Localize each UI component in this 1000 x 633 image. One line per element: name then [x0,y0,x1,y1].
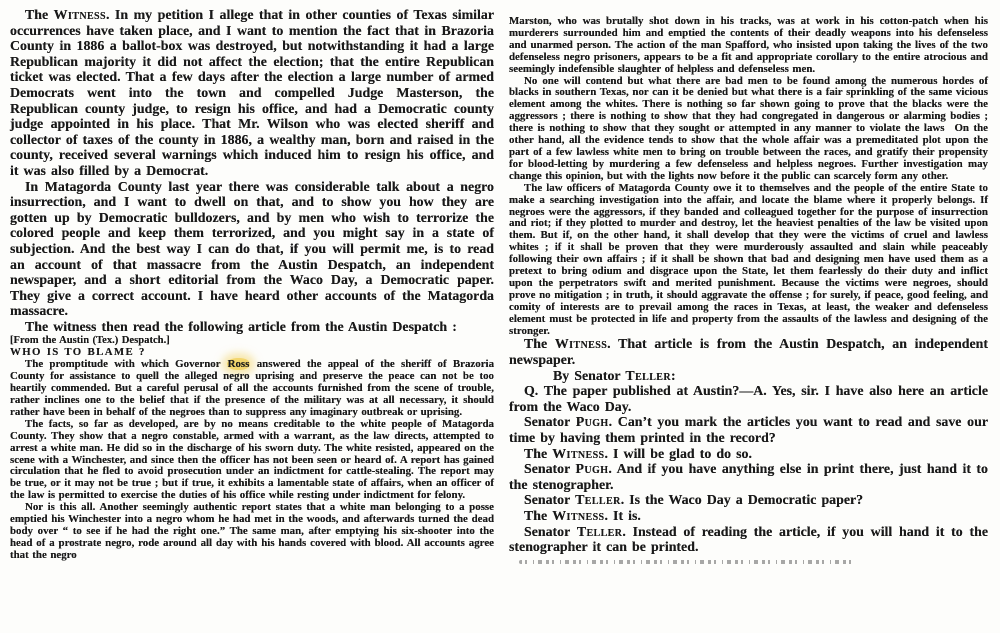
text-run: . Instead of reading the article, if you will hand it to the stenographer it can be printed. [509,524,988,556]
text-run: The [524,446,553,462]
text-run: [From the Austin (Tex.) Despatch.] [10,335,170,347]
text-run: . That article is from the Austin Despatch, an independent newspaper. [509,337,988,369]
text-run: The [25,8,54,23]
text-run: Senator [524,462,576,478]
text-run: . I will be glad to do so. [604,446,752,462]
text-run: . Is the Waco Day a Democratic paper? [620,493,864,509]
article-paragraph [10,359,494,419]
qa-paragraph [509,525,988,556]
speaker-name: Teller [575,493,621,509]
text-run: No one will contend but what there are bad men to be found among the numerous hordes of blacks in southern Texas, nor can it be denied but what there is a fair sprinkling of the same vicious element among the whites. There is nothing so far shown going to prove that the blacks were the aggressors ; there is nothing to show that they had congregated in dangerous or alarming bodies ; there is nothing to show that they sought or attempted in any manner to violate the laws On the other hand, all the evidence tends to show that the whole affair was a premeditated plot upon the part of a few lawless white men to bring on trouble between the races, and gratify their propensity for blood-letting by murdering a few defenseless and helpless negroes. Further investigation may change this opinion, but with the lights now before it the public can scarcely form any other. [509,74,988,182]
text-run: The witness then read the following article from the Austin Despatch : [25,319,457,335]
text-run: The [524,337,555,353]
text-run: . In my petition I allege that in other counties of Texas similar occurrences have taken place, and I want to mention the fact that in Brazoria County in 1886 a ballot-box was destroyed, but notwithstanding it had a large Republican majority it did not affect the election; that the entire Republican ticket was elected. That a few days after the election a large number of armed Democrats went into the town and compelled Judge Masterson, the Republican county judge, to resign his office, and had a Democratic county judge appointed in his place. That Mr. Wilson who was elected sheriff and collector of taxes of the county in 1886, a wealthy man, born and raised in the county, received several warnings which induced him to resign his office, and it was also filled by a Democrat. [10,8,494,179]
testimony-paragraph [509,337,988,368]
article-paragraph [509,16,988,76]
qa-paragraph [509,415,988,446]
text-run: . And if you have anything else in print there, just hand it to the stenographer. [509,462,989,493]
speaker-name: Witness [552,509,605,524]
qa-paragraph [509,493,988,509]
speaker-name: Pugh [575,462,609,478]
search-highlight: Ross [227,358,250,371]
text-run: Q. The paper published at Austin?—A. Yes, sir. I have also here an article from the Waco Day. [509,384,988,415]
text-run: By Senator [553,368,626,384]
text-run: Nor is this all. Another seemingly authentic report states that a white man belonging to a posse emptied his Winchester into a negro whom he had met in the woods, and afterwards turned the dead body over “ to see if he had the right one.” The same man, after emptying his six-shooter into the head of a prostrate negro, rode around all day with his hands covered with blood. All accounts agree that the negro [10,501,494,561]
text-run: The [524,509,553,524]
text-run: : [670,368,676,384]
speaker-name: Teller [576,524,623,540]
text-run: . It is. [604,509,641,524]
article-paragraph [509,76,988,183]
speaker-name: Witness [53,8,106,23]
left-column [10,8,494,633]
cut-off-text-remnant [519,560,854,564]
text-run: Senator [524,493,576,509]
text-run: Senator [524,524,577,540]
speaker-name: Witness [554,337,608,353]
article-paragraph [10,502,494,562]
text-run: WHO IS TO BLAME ? [10,346,146,359]
text-run: The law officers of Matagorda County owe it to themselves and the people of the entire State to make a searching investigation into the affair, and locate the blame where it properly belongs. If negroes were the aggressors, if they banded and colleagued together for the purpose of insurrection and riot; if they plotted to murder and destroy, let the heaviest penalties of the law be visited upon them. But if, on the other hand, it shall develop that they were the victims of cruel and lawless whites ; if it shall be proven that they were murderously assaulted and slain while peaceably following their own affairs ; if it shall be shown that bad and designing men have used them as a pretext to bring odium and disgrace upon the State, let them fearlessly do their duty and inflict upon the perpetrators swift and merited punishment. Because the victims were negroes, should prove no mitigation ; in truth, it should aggravate the offense ; for surely, if peace, good feeling, and comity of interests are to prevail among the races in Texas, at least, the weaker and defenseless element must be protected in life and property from the assaults of the lawless and designing of the stronger. [509,181,988,337]
testimony-paragraph [10,180,494,320]
byline [509,369,988,385]
text-run: . Can’t you mark the articles you want to read and save our time by having them printed in the record? [509,415,988,447]
qa-paragraph [509,462,988,493]
qa-paragraph [509,384,988,415]
text-run: The promptitude with which Governor [25,358,227,371]
speaker-name: Teller [625,368,671,384]
right-column [509,8,988,633]
text-run: Marston, who was brutally shot down in his tracks, was at work in his cotton-patch when his murderers surrounded him and emptied the contents of their deadly weapons into his defenseless and unarmed person. The action of the man Spafford, who insisted upon taking the lives of the two defenseless negro prisoners, appears to be a fit and appropriate corollary to the entire atrocious and seemingly indefensible slaughter of helpless and defenseless men. [509,15,988,75]
text-run: answered the appeal of the sheriff of Brazoria County for assistance to quell the alleged negro uprising and preserve the peace can not be too heartily commended. But a careful perusal of all the accounts furnished from the scene of trouble, rather inclines one to the belief that if the presence of the military was at all necessary, it should rather have been in behalf of the negroes than to suppress any imaginary outbreak or uprising. [10,358,495,418]
qa-paragraph [509,447,988,463]
text-run: The facts, so far as developed, are by no means creditable to the white people of Matagorda County. They show that a negro constable, armed with a warrant, as the law directs, attempted to arrest a white man. He did so in the discharge of his sworn duty. The white resisted, appeared on the scene with a Winchester, and since then the officer has not been seen or heard of. A report has gained circulation that he fled to avoid prosecution under an indictment for cattle-stealing. The report may be true, or it may not be true ; but if true, it exhibits a lamentable state of affairs, when an officer of the law is permitted to exercise the duties of his office while resting under indictment for felony. [10,417,494,502]
qa-paragraph [509,509,988,525]
speaker-name: Pugh [575,415,609,431]
article-paragraph [509,183,988,338]
article-paragraph [10,419,494,502]
text-run: Senator [524,415,576,431]
speaker-name: Witness [552,446,605,462]
text-run: In Matagorda County last year there was considerable talk about a negro insurrection, and I want to dwell on that, and to show you how they are gotten up by Democratic bulldozers, and by men who wish to terrorize the colored people and keep them terrorized, and you might say in a state of subjection. And the best way I can do that, if you will permit me, is to read an account of that massacre from the Austin Despatch, an independent newspaper, and a short editorial from the Waco Day, a Democratic paper. They give a correct account. I have heard other accounts of the Matagorda massacre. [10,179,494,320]
testimony-paragraph [10,8,494,180]
testimony-paragraph [10,320,494,336]
